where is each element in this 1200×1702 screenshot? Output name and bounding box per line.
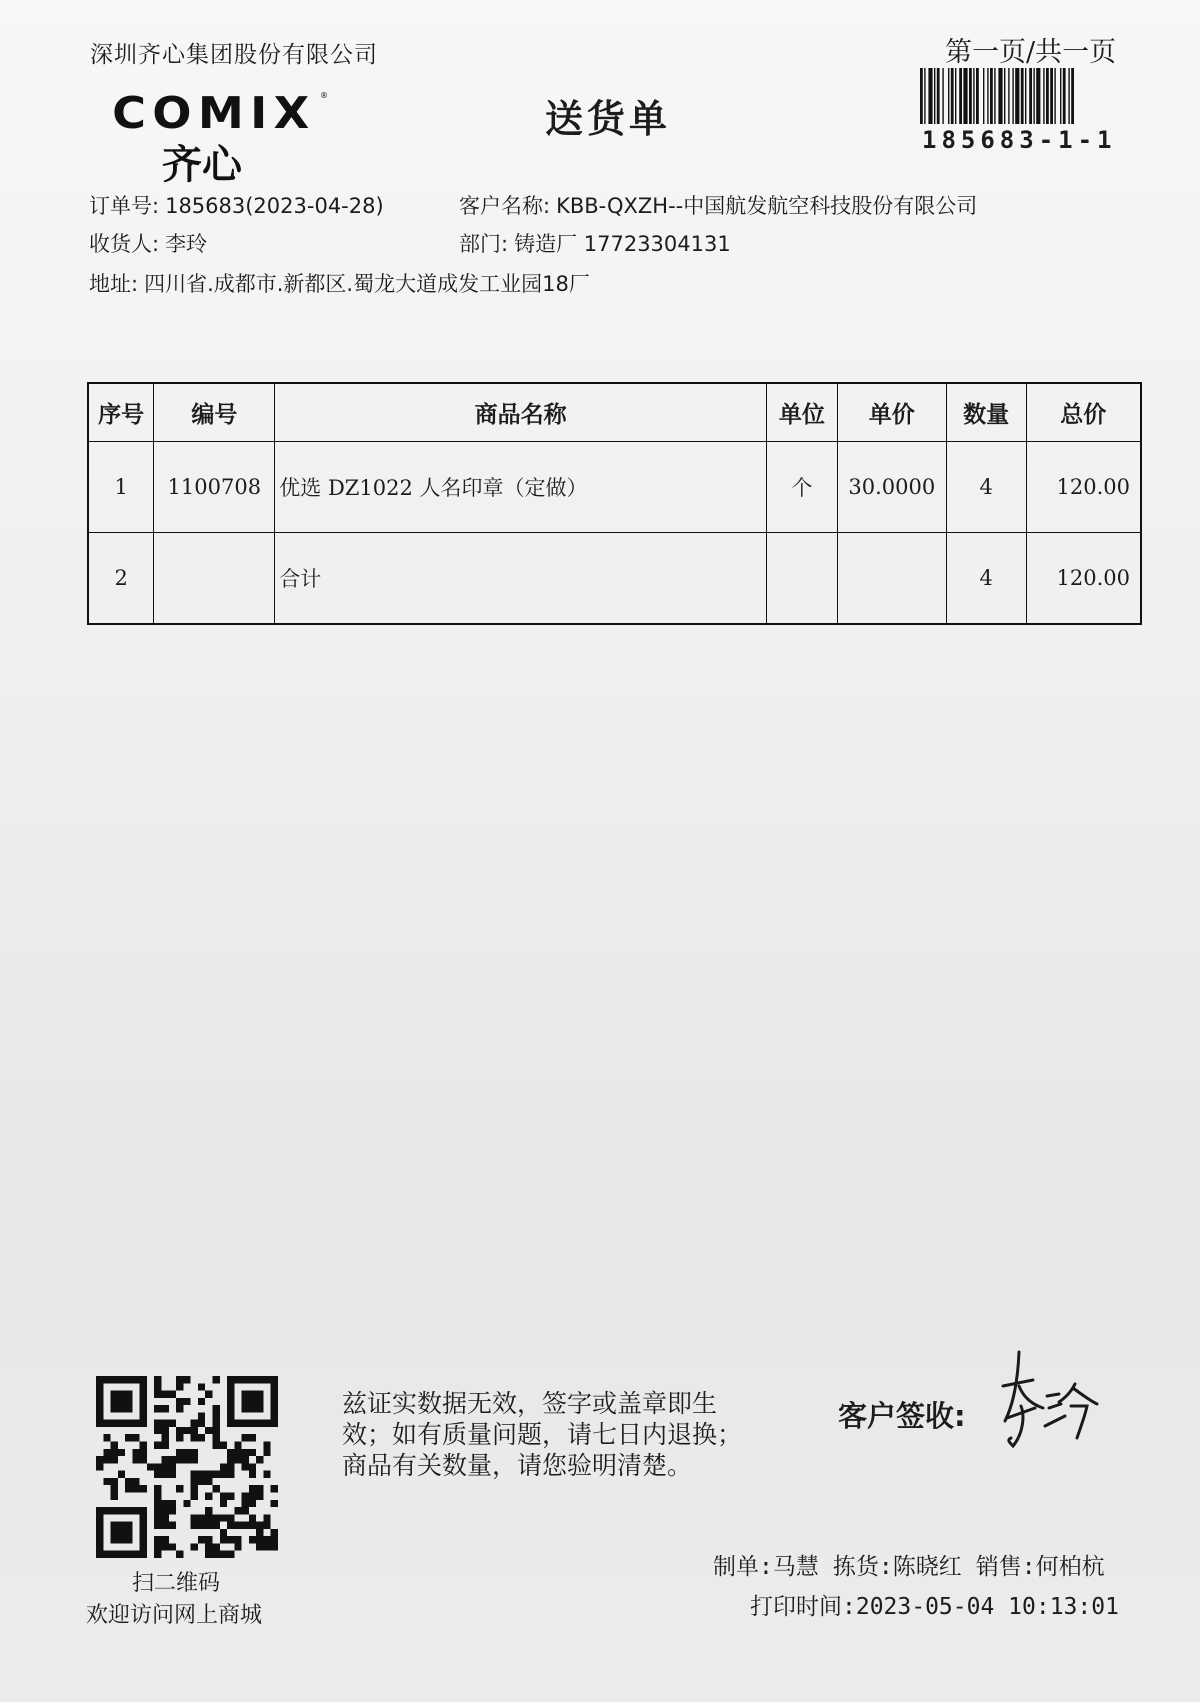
table-header-row <box>88 383 1141 442</box>
cell-total-price: 120.00 <box>1026 442 1141 533</box>
header-unit: 单位 <box>766 383 837 442</box>
barcode-number: 185683-1-1 <box>922 126 1117 154</box>
handwritten-signature <box>985 1346 1105 1456</box>
cell-product-name: 优选 DZ1022 人名印章（定做） <box>275 442 767 533</box>
print-time: 打印时间:2023-05-04 10:13:01 <box>750 1594 1119 1620</box>
footer-staff <box>713 1548 1119 1581</box>
cell-quantity: 4 <box>946 533 1026 625</box>
receiver-name: 收货人: 李玲 <box>89 232 208 256</box>
svg-text:COMIX: COMIX <box>112 87 316 139</box>
header-product-name: 商品名称 <box>275 383 767 442</box>
qr-caption-scan: 扫二维码 <box>132 1571 221 1596</box>
table-row <box>88 442 1141 533</box>
cell-unit-price: 30.0000 <box>837 442 946 533</box>
cell-seq: 1 <box>88 442 154 533</box>
notice-text: 兹证实数据无效，签字或盖章即生效；如有质量问题，请七日内退换；商品有关数量，请您验明清楚。 <box>342 1389 743 1480</box>
company-name: 深圳齐心集团股份有限公司 <box>90 42 378 68</box>
barcode-image <box>920 68 1138 124</box>
picker: 拣货:陈晓红 <box>832 1554 962 1580</box>
cell-code: 1100708 <box>154 442 275 533</box>
qr-code-image <box>96 1376 278 1558</box>
cell-total-price: 120.00 <box>1026 533 1141 625</box>
svg-text:齐心: 齐心 <box>162 142 242 186</box>
header-quantity: 数量 <box>946 383 1026 442</box>
sales: 销售:何柏杭 <box>975 1554 1105 1580</box>
table-row <box>88 533 1141 625</box>
page-indicator: 第一页/共一页 <box>945 37 1117 68</box>
header-seq: 序号 <box>88 383 154 442</box>
maker: 制单:马慧 <box>713 1554 819 1580</box>
order-number: 订单号: 185683(2023-04-28) <box>89 194 384 218</box>
cell-seq: 2 <box>88 533 154 625</box>
document-title: 送货单 <box>545 96 672 141</box>
customer-name: 客户名称: KBB-QXZH--中国航发航空科技股份有限公司 <box>459 194 978 218</box>
cell-unit: 个 <box>766 442 837 533</box>
cell-quantity: 4 <box>946 442 1026 533</box>
qr-caption-mall: 欢迎访问网上商城 <box>86 1603 263 1628</box>
cell-unit-price <box>837 533 946 625</box>
cell-code <box>154 533 275 625</box>
header-unit-price: 单价 <box>837 383 946 442</box>
svg-text:®: ® <box>320 91 328 100</box>
customer-sign-label: 客户签收: <box>838 1399 966 1433</box>
address: 地址: 四川省.成都市.新都区.蜀龙大道成发工业园18厂 <box>89 272 590 296</box>
department: 部门: 铸造厂 17723304131 <box>459 232 731 256</box>
cell-unit <box>766 533 837 625</box>
cell-product-name: 合计 <box>275 533 767 625</box>
items-table <box>87 382 1142 625</box>
header-code: 编号 <box>154 383 275 442</box>
header-total-price: 总价 <box>1026 383 1141 442</box>
comix-logo <box>110 86 350 186</box>
